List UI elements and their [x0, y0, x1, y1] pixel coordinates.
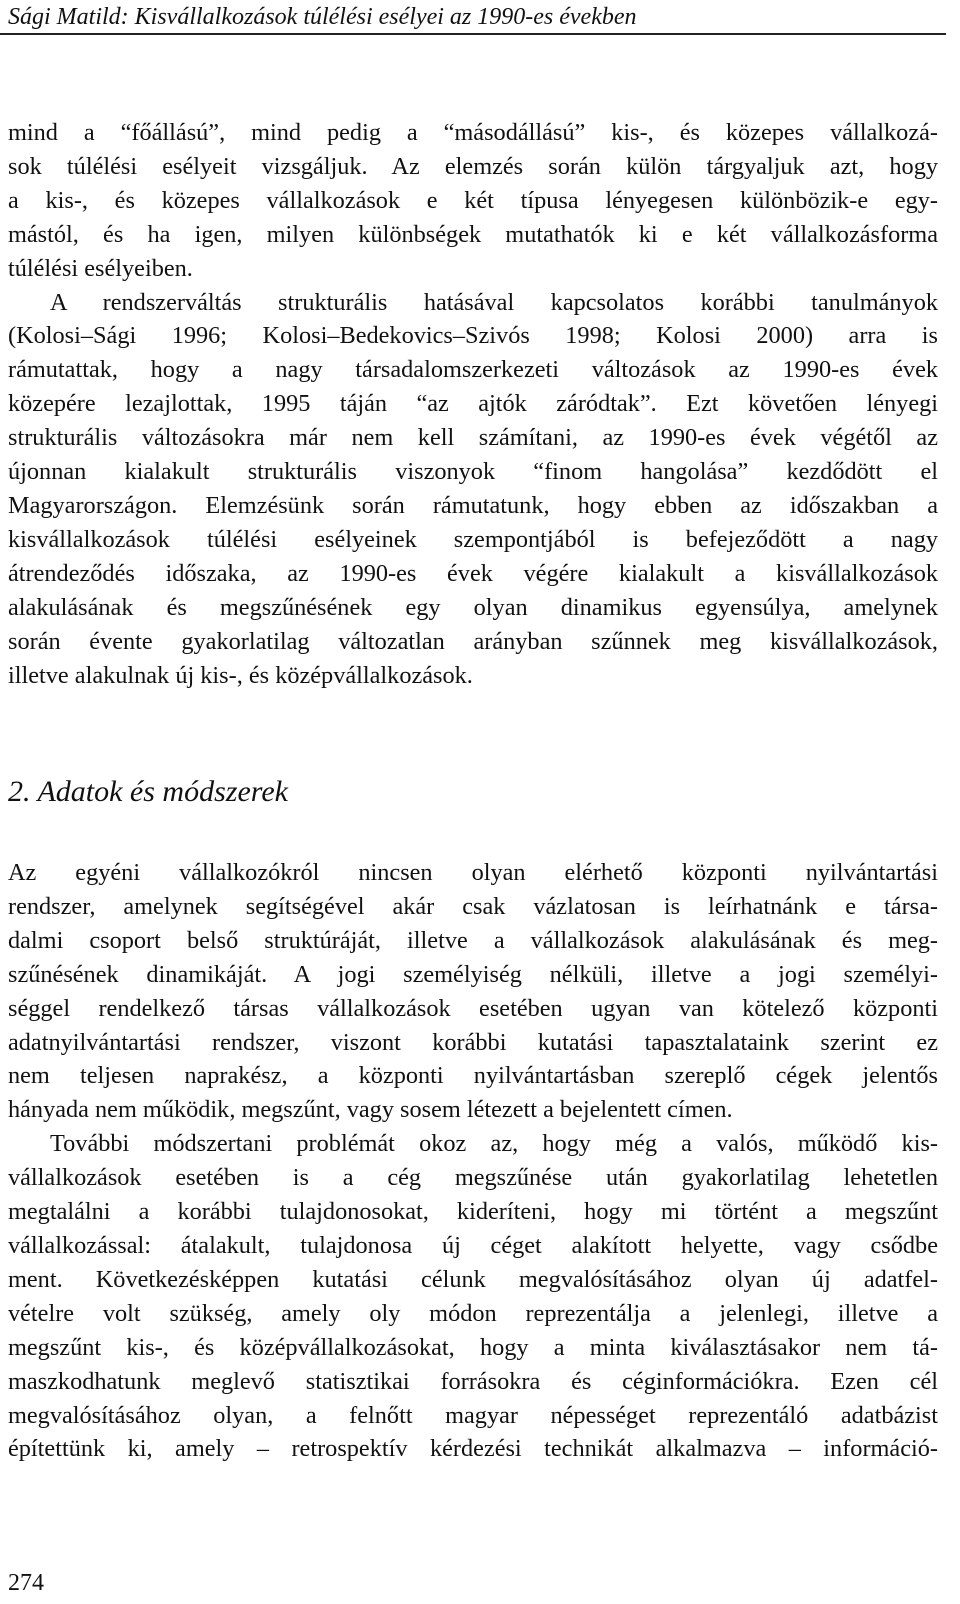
- text-line: alakulásának és megszűnésének egy olyan dinamikus egyensúlya, amelynek: [8, 593, 938, 621]
- text-line: További módszertani problémát okoz az, hogy még a valós, működő kis-: [50, 1130, 938, 1158]
- text-line: újonnan kialakult strukturális viszonyok “finom hangolása” kezdődött el: [8, 458, 938, 486]
- text-line: során évente gyakorlatilag változatlan arányban szűnnek meg kisvállalkozások,: [8, 627, 938, 655]
- text-line: (Kolosi–Sági 1996; Kolosi–Bedekovics–Szivós 1998; Kolosi 2000) arra is: [8, 322, 938, 350]
- text-line: nem teljesen naprakész, a központi nyilvántartásban szereplő cégek jelentős: [8, 1062, 938, 1090]
- text-line: megszűnt kis-, és középvállalkozásokat, hogy a minta kiválasztásakor nem tá-: [8, 1333, 938, 1361]
- section-heading: 2. Adatok és módszerek: [8, 775, 288, 808]
- page-number: 274: [8, 1570, 44, 1596]
- text-line: hányada nem működik, megszűnt, vagy sosem létezett a bejelentett címen.: [8, 1096, 733, 1124]
- text-line: közepére lezajlottak, 1995 táján “az ajtók záródtak”. Ezt követően lényegi: [8, 390, 938, 418]
- text-line: vállalkozással: átalakult, tulajdonosa új céget alakított helyette, vagy csődbe: [8, 1231, 938, 1259]
- text-line: A rendszerváltás strukturális hatásával kapcsolatos korábbi tanulmányok: [50, 288, 938, 316]
- second-paragraph: [8, 286, 938, 693]
- text-line: építettünk ki, amely – retrospektív kérdezési technikát alkalmazva – információ-: [8, 1435, 938, 1463]
- section-paragraph-2: [8, 1127, 938, 1466]
- text-line: megtalálni a korábbi tulajdonosokat, kideríteni, hogy mi történt a megszűnt: [8, 1198, 938, 1226]
- text-line: strukturális változásokra már nem kell számítani, az 1990-es évek végétől az: [8, 424, 938, 452]
- text-line: séggel rendelkező társas vállalkozások esetében ugyan van kötelező központi: [8, 994, 938, 1022]
- text-line: Az egyéni vállalkozókról nincsen olyan elérhető központi nyilvántartási: [8, 859, 938, 886]
- running-header: Sági Matild: Kisvállalkozások túlélési esélyei az 1990-es években: [8, 4, 637, 30]
- text-line: adatnyilvántartási rendszer, viszont korábbi kutatási tapasztalataink szerint ez: [8, 1028, 938, 1056]
- text-line: maszkodhatunk meglevő statisztikai forrásokra és céginformációkra. Ezen cél: [8, 1367, 938, 1395]
- text-line: túlélési esélyeiben.: [8, 254, 193, 282]
- text-line: vételre volt szükség, amely oly módon reprezentálja a jelenlegi, illetve a: [8, 1299, 938, 1327]
- text-line: dalmi csoport belső struktúráját, illetve a vállalkozások alakulásának és meg-: [8, 926, 938, 954]
- text-line: illetve alakulnak új kis-, és középvállalkozások.: [8, 661, 473, 689]
- body-block-section: [8, 856, 938, 1466]
- text-line: megvalósításához olyan, a felnőtt magyar népességet reprezentáló adatbázist: [8, 1401, 938, 1429]
- text-line: kisvállalkozások túlélési esélyeinek szempontjából is befejeződött a nagy: [8, 525, 938, 553]
- text-line: sok túlélési esélyeit vizsgáljuk. Az elemzés során külön tárgyaljuk azt, hogy: [8, 152, 938, 180]
- section-paragraph-1: [8, 856, 938, 1127]
- text-line: vállalkozások esetében is a cég megszűnése után gyakorlatilag lehetetlen: [8, 1164, 938, 1192]
- text-line: átrendeződés időszaka, az 1990-es évek végére kialakult a kisvállalkozások: [8, 559, 938, 587]
- intro-paragraph: [8, 116, 938, 286]
- body-block-top: [8, 116, 938, 692]
- text-line: ment. Következésképpen kutatási célunk megvalósításához olyan új adatfel-: [8, 1265, 938, 1293]
- text-line: szűnésének dinamikáját. A jogi személyiség nélküli, illetve a jogi személyi-: [8, 960, 938, 988]
- text-line: mástól, és ha igen, milyen különbségek mutathatók ki e két vállalkozásforma: [8, 220, 938, 248]
- text-line: rendszer, amelynek segítségével akár csak vázlatosan is leírhatnánk e társa-: [8, 892, 938, 920]
- header-rule: [0, 33, 946, 35]
- text-line: Magyarországon. Elemzésünk során rámutatunk, hogy ebben az időszakban a: [8, 491, 938, 519]
- text-line: mind a “főállású”, mind pedig a “másodállású” kis-, és közepes vállalkozá-: [8, 119, 938, 146]
- text-line: a kis-, és közepes vállalkozások e két típusa lényegesen különbözik-e egy-: [8, 186, 938, 214]
- text-line: rámutattak, hogy a nagy társadalomszerkezeti változások az 1990-es évek: [8, 356, 938, 384]
